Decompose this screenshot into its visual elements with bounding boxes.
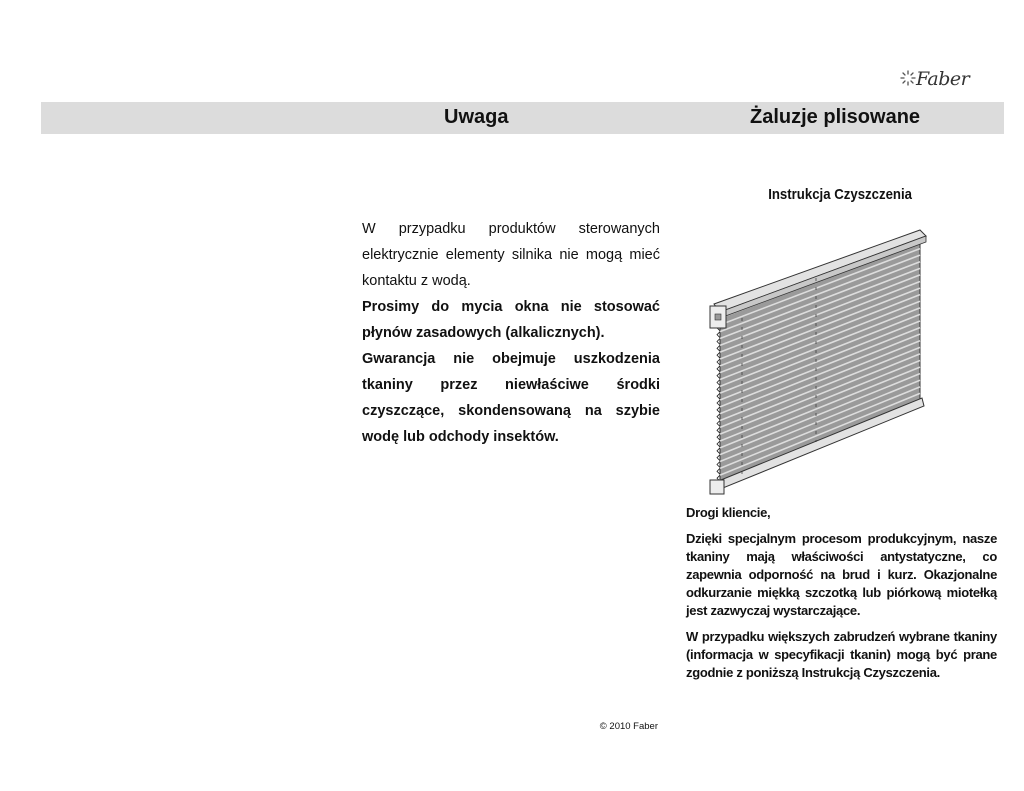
cleaning-paragraph-2: W przypadku większych zabrudzeń wybrane tkaniny (informacja w specyfikacji tkanin) mogą być prane zgodnie z poniższą Instrukcją Czyszczenia. bbox=[686, 629, 997, 680]
sun-burst-icon bbox=[900, 70, 916, 86]
pleated-blind-illustration bbox=[706, 226, 928, 498]
logo-text: Faber bbox=[916, 68, 970, 90]
greeting: Drogi kliencie, bbox=[686, 505, 771, 520]
section-title: Instrukcja Czyszczenia bbox=[768, 186, 912, 203]
warning-paragraph-1: W przypadku produktów sterowanych elektrycznie elementy silnika nie mogą mieć kontaktu z wodą. bbox=[362, 221, 660, 289]
cleaning-paragraph-1: Dzięki specjalnym procesom produkcyjnym, nasze tkaniny mają właściwości antystatyczne, co zapewnia odporność na brud i kurz. Okazjonalne odkurzanie miękką szczotką lub piórkową miotełką jest zazwyczaj wystarczające. bbox=[686, 531, 997, 618]
copyright: © 2010 Faber bbox=[599, 721, 658, 732]
cleaning-text bbox=[686, 504, 997, 690]
warning-paragraph-3: Gwarancja nie obejmuje uszkodzenia tkaniny przez niewłaściwe środki czyszczące, skondensowaną na szybie wodę lub odchody insektów. bbox=[362, 351, 660, 445]
faber-logo bbox=[898, 68, 980, 94]
warning-paragraph-2: Prosimy do mycia okna nie stosować płynów zasadowych (alkalicznych). bbox=[362, 299, 660, 341]
header-left-title: Uwaga bbox=[444, 106, 509, 128]
header-right-title: Żaluzje plisowane bbox=[750, 106, 921, 128]
blind-bracket-bottom bbox=[710, 480, 724, 494]
warning-text bbox=[362, 216, 660, 450]
